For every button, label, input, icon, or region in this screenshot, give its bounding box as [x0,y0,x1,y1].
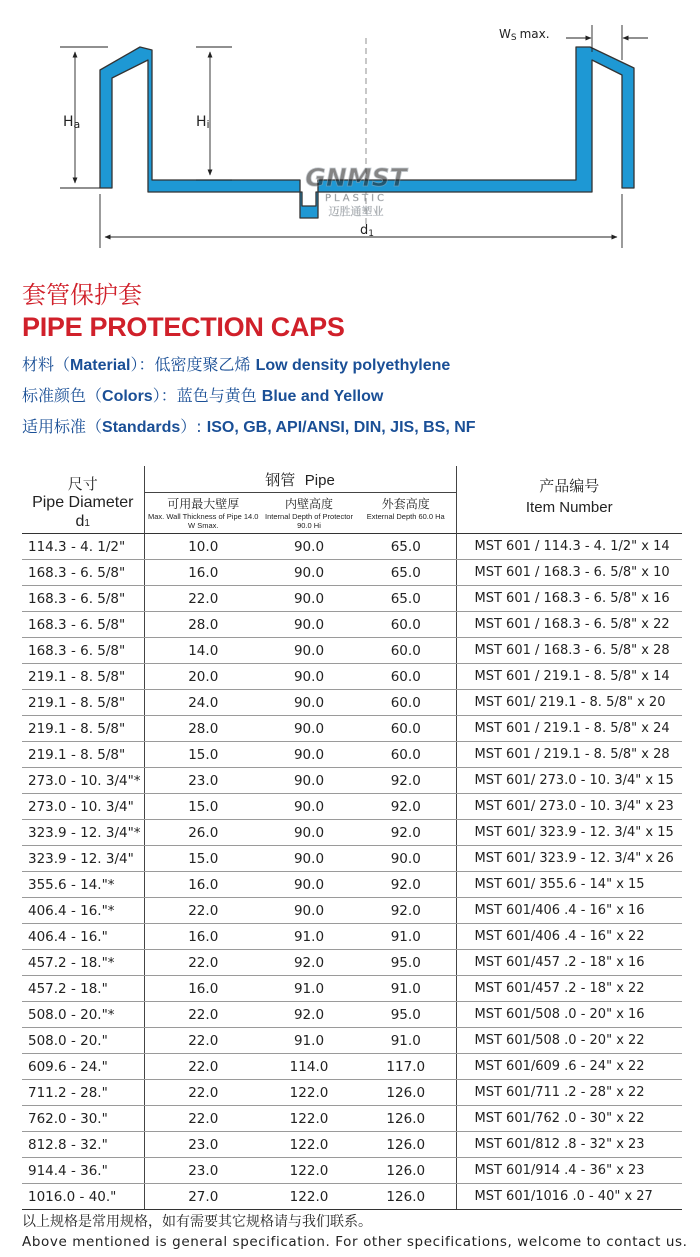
table-row [22,820,682,846]
cell-external-depth: 90.0 [356,846,456,872]
cell-max-wall: 27.0 [144,1184,262,1210]
table-row [22,612,682,638]
table-row [22,1132,682,1158]
cell-pipe-diameter: 609.6 - 24." [22,1054,144,1080]
cell-pipe-diameter: 168.3 - 6. 5/8" [22,612,144,638]
cell-internal-depth: 90.0 [262,768,356,794]
cell-pipe-diameter: 114.3 - 4. 1/2" [22,534,144,560]
cell-internal-depth: 90.0 [262,664,356,690]
cell-internal-depth: 91.0 [262,976,356,1002]
cell-internal-depth: 91.0 [262,1028,356,1054]
cell-external-depth: 60.0 [356,612,456,638]
cell-external-depth: 60.0 [356,716,456,742]
cell-external-depth: 92.0 [356,768,456,794]
table-row [22,768,682,794]
cell-max-wall: 22.0 [144,898,262,924]
table-row [22,898,682,924]
table-row [22,846,682,872]
cell-external-depth: 65.0 [356,560,456,586]
cell-pipe-diameter: 1016.0 - 40." [22,1184,144,1210]
cell-item-number: MST 601/ 273.0 - 10. 3/4" x 23 [456,794,682,820]
cell-pipe-diameter: 812.8 - 32." [22,1132,144,1158]
cell-external-depth: 92.0 [356,794,456,820]
cell-external-depth: 60.0 [356,742,456,768]
cell-internal-depth: 122.0 [262,1158,356,1184]
header-pipe-diameter: 尺寸 Pipe Diameter d1 [32,475,134,530]
cell-item-number: MST 601 / 168.3 - 6. 5/8" x 16 [456,586,682,612]
svg-text:GNMST: GNMST [305,163,407,192]
cell-item-number: MST 601/914 .4 - 36" x 23 [456,1158,682,1184]
cell-pipe-diameter: 762.0 - 30." [22,1106,144,1132]
cell-item-number: MST 601/457 .2 - 18" x 22 [456,976,682,1002]
cell-max-wall: 28.0 [144,612,262,638]
cell-internal-depth: 90.0 [262,690,356,716]
cell-item-number: MST 601/762 .0 - 30" x 22 [456,1106,682,1132]
cell-item-number: MST 601 / 219.1 - 8. 5/8" x 14 [456,664,682,690]
table-row [22,690,682,716]
cell-pipe-diameter: 323.9 - 12. 3/4"* [22,820,144,846]
svg-text:迈胜通塑业: 迈胜通塑业 [328,205,384,218]
page-title-cn: 套管保护套 [22,281,142,309]
cell-item-number: MST 601 / 219.1 - 8. 5/8" x 24 [456,716,682,742]
cell-max-wall: 22.0 [144,1080,262,1106]
cell-item-number: MST 601 / 168.3 - 6. 5/8" x 10 [456,560,682,586]
cell-item-number: MST 601/406 .4 - 16" x 16 [456,898,682,924]
table-row [22,1080,682,1106]
cell-max-wall: 22.0 [144,1002,262,1028]
cell-max-wall: 24.0 [144,690,262,716]
cell-item-number: MST 601/1016 .0 - 40" x 27 [456,1184,682,1210]
cell-external-depth: 91.0 [356,924,456,950]
cell-max-wall: 28.0 [144,716,262,742]
table-row [22,1184,682,1210]
table-row [22,534,682,560]
cell-external-depth: 126.0 [356,1184,456,1210]
table-row [22,742,682,768]
footer-cn: 以上规格是常用规格，如有需要其它规格请与我们联系。 [22,1214,372,1230]
cell-external-depth: 60.0 [356,690,456,716]
cell-external-depth: 92.0 [356,872,456,898]
table-row [22,1158,682,1184]
ha-label: Ha [63,114,81,131]
cell-pipe-diameter: 323.9 - 12. 3/4" [22,846,144,872]
footer-note [22,1212,688,1252]
cell-internal-depth: 122.0 [262,1106,356,1132]
cell-max-wall: 16.0 [144,560,262,586]
cell-pipe-diameter: 219.1 - 8. 5/8" [22,742,144,768]
cell-max-wall: 22.0 [144,1106,262,1132]
ws-label: WS max. [499,27,550,43]
cell-internal-depth: 92.0 [262,950,356,976]
cell-item-number: MST 601/ 355.6 - 14" x 15 [456,872,682,898]
cell-max-wall: 16.0 [144,924,262,950]
cell-item-number: MST 601/406 .4 - 16" x 22 [456,924,682,950]
header-internal-depth: 内壁高度 Internal Depth of Protector 90.0 Hi [265,497,353,530]
cell-item-number: MST 601/711 .2 - 28" x 22 [456,1080,682,1106]
cell-max-wall: 23.0 [144,768,262,794]
cell-external-depth: 126.0 [356,1080,456,1106]
cell-internal-depth: 122.0 [262,1080,356,1106]
spec-table [22,466,682,1210]
table-row [22,1028,682,1054]
cell-internal-depth: 90.0 [262,794,356,820]
cell-pipe-diameter: 219.1 - 8. 5/8" [22,690,144,716]
spec-standards: 适用标准（Standards）: ISO, GB, API/ANSI, DIN, JIS, BS, NF [22,417,476,436]
page-title-en: PIPE PROTECTION CAPS [22,312,345,342]
cell-item-number: MST 601 / 114.3 - 4. 1/2" x 14 [456,534,682,560]
cell-item-number: MST 601/812 .8 - 32" x 23 [456,1132,682,1158]
cell-pipe-diameter: 457.2 - 18." [22,976,144,1002]
cell-pipe-diameter: 168.3 - 6. 5/8" [22,586,144,612]
cell-max-wall: 15.0 [144,846,262,872]
cell-external-depth: 92.0 [356,898,456,924]
header-item-number: 产品编号 Item Number [456,466,682,534]
table-row [22,950,682,976]
cell-item-number: MST 601/ 323.9 - 12. 3/4" x 15 [456,820,682,846]
cell-pipe-diameter: 168.3 - 6. 5/8" [22,638,144,664]
cell-external-depth: 95.0 [356,950,456,976]
cell-external-depth: 91.0 [356,1028,456,1054]
cell-item-number: MST 601/457 .2 - 18" x 16 [456,950,682,976]
footer-en: Above mentioned is general specification. For other specifications, welcome to contact us. [22,1234,688,1250]
cell-item-number: MST 601 / 168.3 - 6. 5/8" x 22 [456,612,682,638]
cell-external-depth: 95.0 [356,1002,456,1028]
cell-pipe-diameter: 219.1 - 8. 5/8" [22,664,144,690]
cell-pipe-diameter: 273.0 - 10. 3/4" [22,794,144,820]
cell-internal-depth: 114.0 [262,1054,356,1080]
table-row [22,1054,682,1080]
cell-external-depth: 65.0 [356,586,456,612]
cell-external-depth: 126.0 [356,1106,456,1132]
cell-item-number: MST 601/508 .0 - 20" x 16 [456,1002,682,1028]
cell-internal-depth: 90.0 [262,716,356,742]
cell-internal-depth: 90.0 [262,820,356,846]
cell-internal-depth: 122.0 [262,1184,356,1210]
table-row [22,976,682,1002]
cell-max-wall: 22.0 [144,586,262,612]
cell-pipe-diameter: 711.2 - 28." [22,1080,144,1106]
table-row [22,1002,682,1028]
table-row [22,716,682,742]
cell-pipe-diameter: 914.4 - 36." [22,1158,144,1184]
cell-item-number: MST 601 / 168.3 - 6. 5/8" x 28 [456,638,682,664]
cell-pipe-diameter: 406.4 - 16."* [22,898,144,924]
cell-internal-depth: 90.0 [262,742,356,768]
cell-internal-depth: 122.0 [262,1132,356,1158]
table-row [22,872,682,898]
cell-item-number: MST 601 / 219.1 - 8. 5/8" x 28 [456,742,682,768]
table-row [22,638,682,664]
header-external-depth: 外套高度 External Depth 60.0 Ha [366,497,445,521]
cell-external-depth: 60.0 [356,664,456,690]
cell-pipe-diameter: 457.2 - 18."* [22,950,144,976]
cell-external-depth: 117.0 [356,1054,456,1080]
cell-pipe-diameter: 219.1 - 8. 5/8" [22,716,144,742]
cell-external-depth: 91.0 [356,976,456,1002]
cell-internal-depth: 90.0 [262,586,356,612]
cell-max-wall: 16.0 [144,976,262,1002]
cell-internal-depth: 91.0 [262,924,356,950]
cell-internal-depth: 90.0 [262,612,356,638]
table-row [22,586,682,612]
svg-text:PLASTIC: PLASTIC [324,193,388,204]
cell-max-wall: 22.0 [144,1054,262,1080]
cell-max-wall: 23.0 [144,1132,262,1158]
cell-item-number: MST 601/ 273.0 - 10. 3/4" x 15 [456,768,682,794]
cell-max-wall: 16.0 [144,872,262,898]
cell-pipe-diameter: 508.0 - 20."* [22,1002,144,1028]
cell-internal-depth: 90.0 [262,846,356,872]
cell-max-wall: 26.0 [144,820,262,846]
table-row [22,560,682,586]
table-row [22,664,682,690]
table-row [22,924,682,950]
cell-item-number: MST 601/ 219.1 - 8. 5/8" x 20 [456,690,682,716]
cell-internal-depth: 90.0 [262,872,356,898]
spec-material: 材料（Material）：低密度聚乙烯 Low density polyethylene [22,355,451,374]
cell-max-wall: 20.0 [144,664,262,690]
cell-pipe-diameter: 273.0 - 10. 3/4"* [22,768,144,794]
cell-external-depth: 92.0 [356,820,456,846]
brand-watermark [305,163,408,218]
cell-internal-depth: 90.0 [262,638,356,664]
cell-external-depth: 126.0 [356,1158,456,1184]
title-block [22,280,682,443]
header-pipe: 钢管 Pipe [144,466,456,493]
cell-item-number: MST 601/508 .0 - 20" x 22 [456,1028,682,1054]
cell-item-number: MST 601/ 323.9 - 12. 3/4" x 26 [456,846,682,872]
cell-external-depth: 60.0 [356,638,456,664]
cell-item-number: MST 601/609 .6 - 24" x 22 [456,1054,682,1080]
pipe-cap-diagram [0,0,700,270]
cell-max-wall: 22.0 [144,950,262,976]
table-row [22,1106,682,1132]
cell-max-wall: 14.0 [144,638,262,664]
cell-internal-depth: 90.0 [262,534,356,560]
cell-pipe-diameter: 406.4 - 16." [22,924,144,950]
table-row [22,794,682,820]
cell-max-wall: 15.0 [144,794,262,820]
cell-pipe-diameter: 355.6 - 14."* [22,872,144,898]
d1-label: d1 [360,223,374,239]
cell-max-wall: 15.0 [144,742,262,768]
cell-pipe-diameter: 168.3 - 6. 5/8" [22,560,144,586]
cell-internal-depth: 92.0 [262,1002,356,1028]
cell-internal-depth: 90.0 [262,898,356,924]
cell-max-wall: 23.0 [144,1158,262,1184]
cell-external-depth: 65.0 [356,534,456,560]
cell-internal-depth: 90.0 [262,560,356,586]
cell-external-depth: 126.0 [356,1132,456,1158]
cell-max-wall: 22.0 [144,1028,262,1054]
cell-max-wall: 10.0 [144,534,262,560]
cell-pipe-diameter: 508.0 - 20." [22,1028,144,1054]
header-max-wall: 可用最大壁厚 Max. Wall Thickness of Pipe 14.0 W Smax. [144,493,262,534]
spec-colors: 标准颜色（Colors）：蓝色与黄色 Blue and Yellow [22,386,384,405]
hi-label: Hi [196,114,210,131]
